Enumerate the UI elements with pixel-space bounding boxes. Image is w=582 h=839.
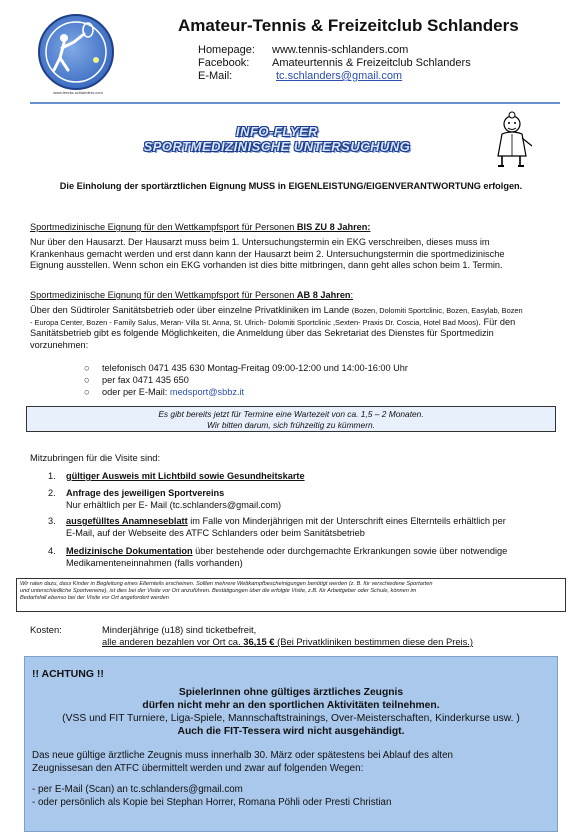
bring-heading: Mitzubringen für die Visite sind:: [30, 452, 161, 463]
bullet-icon: ○: [84, 387, 90, 397]
medsport-email-link[interactable]: medsport@sbbz.it: [169, 387, 245, 397]
over8-line: Sanitätsbetrieb gibt es folgende Möglichkeiten, die Anmeldung über das Sekretariat des Dienstes für Sportmedizin: [30, 328, 494, 338]
warning-text: Zeugnissesan den ATFC übermittelt werden und zwar auf folgenden Wegen:: [32, 763, 364, 774]
submission-ways: [32, 783, 552, 809]
fax-option: per fax 0471 435 650: [102, 375, 189, 385]
over8-line: Über den Südtiroler Sanitätsbetrieb oder über einzelne Privatkliniken im Lande: [30, 305, 352, 315]
logo-url: www.tennis-schlanders.com: [53, 90, 103, 95]
item-number: 4.: [48, 546, 56, 556]
warning-heading: !! ACHTUNG !!: [32, 668, 104, 680]
notice-line: Es gibt bereits jetzt für Termine eine Wartezeit von ca. 1,5 – 2 Monaten.: [158, 409, 424, 419]
over8-heading-colon: :: [350, 290, 354, 300]
phone-option: telefonisch 0471 435 630 Montag-Freitag 09:00-12:00 und 14:00-16:00 Uhr: [102, 363, 408, 373]
list-item: [84, 362, 408, 374]
costs-line: [102, 636, 562, 648]
over8-line: . Für den: [478, 316, 516, 327]
header-divider: [30, 102, 560, 104]
over8-paragraph: [30, 305, 558, 351]
bullet-icon: ○: [84, 375, 90, 385]
under8-heading-bold: BIS ZU 8 Jahren:: [296, 222, 371, 232]
contact-options-list: [84, 362, 408, 398]
costs-details: [102, 624, 562, 648]
flyer-title: [104, 124, 450, 154]
item-detail: Nur erhältlich per E- Mail (tc.schlanders@gmail.com): [66, 499, 282, 510]
homepage-row: [198, 44, 408, 56]
costs-price: 36,15 €: [243, 636, 275, 647]
over8-line: vorzunehmen:: [30, 339, 89, 350]
under8-line: Krankenhaus gemacht werden und erst dann kann der Hausarzt beim 2. Untersuchungstermin die sportmedizinische: [30, 248, 505, 259]
item-number: 3.: [48, 516, 56, 526]
item-detail: Medikamenteneinnahmen (falls vorhanden): [66, 557, 243, 568]
submission-way: - oder persönlich als Kopie bei Stephan Horrer, Romana Pöhli oder Presti Christian: [32, 797, 392, 808]
item-number: 2.: [48, 488, 56, 498]
email-option: oder per E-Mail:: [102, 387, 170, 397]
warning-line: Auch die FIT-Tessera wird nicht ausgehändigt.: [177, 726, 405, 737]
under8-line: Eignung ausstellen. Wenn schon ein EKG vorhanden ist dies bitte mitbringen, dann geht alles schon beim 1. Termin.: [30, 260, 503, 270]
email-link[interactable]: tc.schlanders@gmail.com: [276, 70, 403, 82]
item-detail: E-Mail, auf der Webseite des ATFC Schlanders oder beim Sanitätsbetrieb: [66, 527, 365, 538]
costs-line: Minderjährige (u18) sind ticketbefreit,: [102, 624, 257, 635]
warning-line: (VSS und FIT Turniere, Liga-Spiele, Mannschaftstrainings, Over-Meisterschaften, Kinderkurse usw. ): [62, 713, 520, 724]
item-title: gültiger Ausweis mit Lichtbild sowie Gesundheitskarte: [66, 471, 305, 481]
item-number: 1.: [48, 471, 56, 481]
facebook-row: [198, 57, 471, 69]
disclaimer-line: Bedarfsfall ebenso bei der Visite vor Ort angefordert werden: [20, 595, 169, 601]
item-title: ausgefülltes Anamneseblatt: [66, 516, 188, 526]
flyer-title-line1: INFO-FLYER: [235, 124, 319, 139]
costs-note: (Bei Privatkliniken bestimmen diese den Preis.): [274, 636, 474, 647]
homepage-label: Homepage:: [198, 44, 255, 56]
warning-paragraph: [32, 749, 552, 775]
intro-statement: Die Einholung der sportärztlichen Eignung MUSS in EIGENLEISTUNG/EIGENVERANTWORTUNG erfolgen.: [59, 181, 523, 191]
costs-label: Kosten:: [30, 624, 62, 635]
under8-heading-text: Sportmedizinische Eignung für den Wettkampfsport für Personen: [30, 222, 297, 232]
under8-heading: [30, 222, 370, 232]
notice-line: Wir bitten darum, sich frühzeitig zu kümmern.: [207, 420, 375, 430]
list-item: [84, 374, 408, 386]
over8-heading: [30, 290, 353, 300]
item-detail: im Falle von Minderjährigen mit der Unterschrift eines Elternteils erhältlich per: [187, 516, 506, 526]
facebook-label: Facebook:: [198, 57, 250, 69]
warning-text: Das neue gültige ärztliche Zeugnis muss innerhalb 30. März oder spätestens bei Ablauf des alten: [32, 750, 453, 761]
email-label: E-Mail:: [198, 70, 233, 82]
disclaimer-line: und unterschiedliche Sportvereine), ist dies bei der Visite vor Ort anzuführen. Bestätigungen über die erfolgte Visite, z.B. für Arbeitgeber oder Schule, können im: [20, 588, 417, 594]
email-row: [198, 70, 402, 82]
clinics-list: (Bozen, Dolomiti Sportclinic, Bozen, Easylab, Bozen: [351, 306, 523, 315]
club-title: Amateur-Tennis & Freizeitclub Schlanders: [178, 16, 519, 35]
tennis-player-icon: [40, 16, 112, 88]
submission-way: - per E-Mail (Scan) an tc.schlanders@gmail.com: [32, 784, 243, 795]
facebook-link[interactable]: Amateurtennis & Freizeitclub Schlanders: [272, 57, 471, 69]
item-title: Anfrage des jeweiligen Sportvereins: [66, 488, 225, 498]
club-logo: [38, 14, 114, 90]
disclaimer-box: [16, 578, 566, 612]
flyer-title-line2: SPORTMEDIZINISCHE UNTERSUCHUNG: [143, 139, 411, 154]
item-detail: über bestehende oder durchgemachte Erkrankungen sowie über notwendige: [192, 546, 508, 556]
over8-heading-bold: AB 8 Jahren: [296, 290, 351, 300]
disclaimer-line: Wir raten dazu, dass Kinder in Begleitung eines Elternteils erscheinen. Sollten mehrere Wettkampfbescheinigungen benötigt werden (z. B. für verschiedene Sportarten: [20, 581, 433, 587]
under8-paragraph: [30, 237, 558, 272]
list-item: [84, 386, 408, 398]
costs-text: alle anderen bezahlen vor Ort ca.: [102, 636, 244, 647]
doctor-icon: [490, 110, 540, 170]
homepage-link[interactable]: www.tennis-schlanders.com: [272, 44, 409, 56]
clinics-list: - Europa Center, Bozen - Family Salus, Meran- Villa St. Anna, St. Ulrich- Dolomiti Sportclinic ,Sexten- Praxis Dr. Coscia, Hotel Bad Moos): [30, 317, 479, 327]
item-title: Medizinische Dokumentation: [66, 546, 193, 556]
waiting-time-notice: [26, 406, 556, 432]
warning-line: dürfen nicht mehr an den sportlichen Aktivitäten teilnehmen.: [142, 700, 440, 711]
over8-heading-text: Sportmedizinische Eignung für den Wettkampfsport für Personen: [30, 290, 297, 300]
bullet-icon: ○: [84, 363, 90, 373]
under8-line: Nur über den Hausarzt. Der Hausarzt muss beim 1. Untersuchungstermin ein EKG verschreiben, dieses muss im: [30, 237, 490, 247]
warning-line: SpielerInnen ohne gültiges ärztliches Zeugnis: [178, 687, 404, 698]
